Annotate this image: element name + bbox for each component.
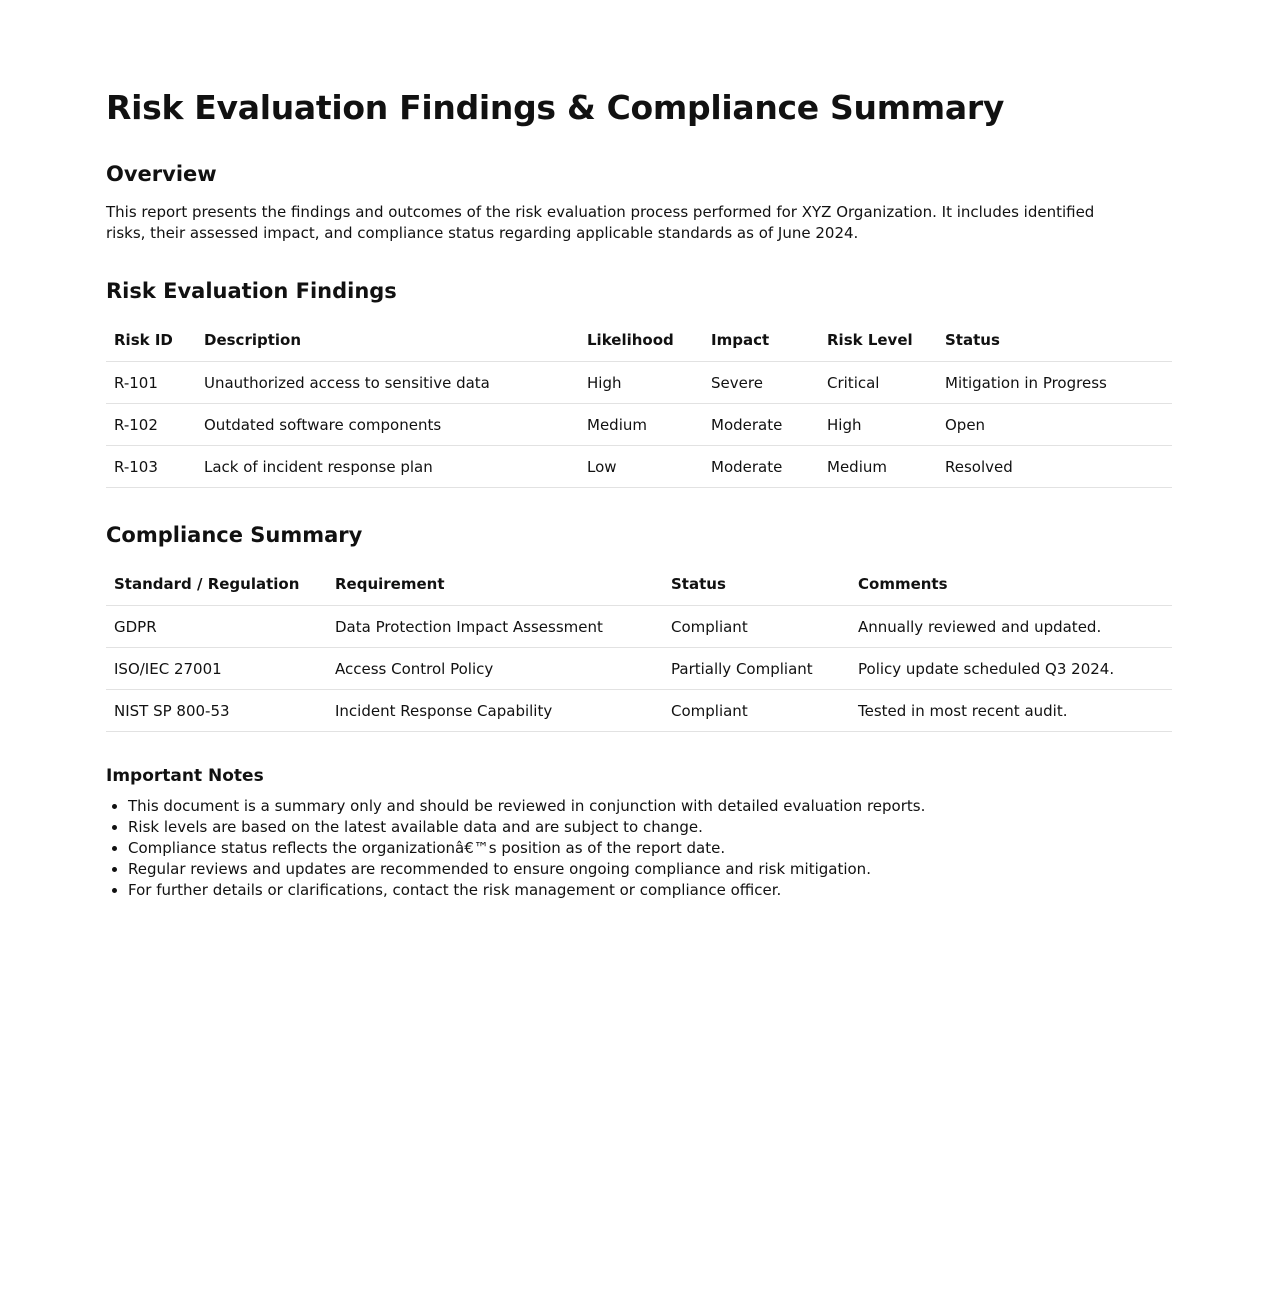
description-cell: Lack of incident response plan bbox=[196, 446, 579, 488]
list-item: • Compliance status reflects the organizationâ€™s position as of the report date. bbox=[128, 838, 1172, 859]
risk-level-cell: Medium bbox=[819, 446, 937, 488]
standard-cell: ISO/IEC 27001 bbox=[106, 648, 327, 690]
likelihood-cell: Low bbox=[579, 446, 703, 488]
compliance-header-cell: Comments bbox=[850, 563, 1172, 606]
comments-cell: Annually reviewed and updated. bbox=[850, 606, 1172, 648]
table-row bbox=[106, 404, 1172, 446]
table-row bbox=[106, 606, 1172, 648]
comments-cell: Tested in most recent audit. bbox=[850, 690, 1172, 732]
description-cell: Unauthorized access to sensitive data bbox=[196, 362, 579, 404]
compliance-header-row bbox=[106, 563, 1172, 606]
table-row bbox=[106, 648, 1172, 690]
overview-text: This report presents the findings and outcomes of the risk evaluation process performed for XYZ Organization. It includes identified risks, their assessed impact, and compliance status regarding applicable standards as of June 2024. bbox=[106, 203, 1095, 242]
risk-id-cell: R-102 bbox=[106, 404, 196, 446]
status-cell: Compliant bbox=[663, 606, 850, 648]
compliance-table bbox=[106, 563, 1172, 732]
compliance-header-cell: Status bbox=[663, 563, 850, 606]
requirement-cell: Access Control Policy bbox=[327, 648, 663, 690]
findings-header-cell: Likelihood bbox=[579, 319, 703, 362]
status-cell: Partially Compliant bbox=[663, 648, 850, 690]
list-item: • This document is a summary only and should be reviewed in conjunction with detailed evaluation reports. bbox=[128, 796, 1172, 817]
findings-header-cell: Status bbox=[937, 319, 1172, 362]
notes-list bbox=[106, 796, 1172, 901]
compliance-header-cell: Requirement bbox=[327, 563, 663, 606]
findings-heading: Risk Evaluation Findings bbox=[106, 279, 397, 303]
page-title: Risk Evaluation Findings & Compliance Summary bbox=[106, 88, 1005, 127]
comments-cell: Policy update scheduled Q3 2024. bbox=[850, 648, 1172, 690]
findings-header-cell: Risk Level bbox=[819, 319, 937, 362]
risk-level-cell: Critical bbox=[819, 362, 937, 404]
standard-cell: NIST SP 800-53 bbox=[106, 690, 327, 732]
table-row bbox=[106, 362, 1172, 404]
requirement-cell: Data Protection Impact Assessment bbox=[327, 606, 663, 648]
table-row bbox=[106, 446, 1172, 488]
overview-heading: Overview bbox=[106, 162, 217, 186]
compliance-heading: Compliance Summary bbox=[106, 523, 363, 547]
list-item: • Risk levels are based on the latest available data and are subject to change. bbox=[128, 817, 1172, 838]
description-cell: Outdated software components bbox=[196, 404, 579, 446]
standard-cell: GDPR bbox=[106, 606, 327, 648]
findings-header-cell: Description bbox=[196, 319, 579, 362]
status-cell: Open bbox=[937, 404, 1172, 446]
table-row bbox=[106, 690, 1172, 732]
list-item: • Regular reviews and updates are recommended to ensure ongoing compliance and risk mitigation. bbox=[128, 859, 1172, 880]
findings-header-cell: Risk ID bbox=[106, 319, 196, 362]
impact-cell: Moderate bbox=[703, 446, 819, 488]
risk-level-cell: High bbox=[819, 404, 937, 446]
requirement-cell: Incident Response Capability bbox=[327, 690, 663, 732]
impact-cell: Severe bbox=[703, 362, 819, 404]
likelihood-cell: Medium bbox=[579, 404, 703, 446]
compliance-header-cell: Standard / Regulation bbox=[106, 563, 327, 606]
risk-id-cell: R-101 bbox=[106, 362, 196, 404]
findings-header-cell: Impact bbox=[703, 319, 819, 362]
impact-cell: Moderate bbox=[703, 404, 819, 446]
list-item: • For further details or clarifications, contact the risk management or compliance officer. bbox=[128, 880, 1172, 901]
status-cell: Compliant bbox=[663, 690, 850, 732]
likelihood-cell: High bbox=[579, 362, 703, 404]
status-cell: Resolved bbox=[937, 446, 1172, 488]
notes-heading: Important Notes bbox=[106, 766, 264, 786]
status-cell: Mitigation in Progress bbox=[937, 362, 1172, 404]
risk-id-cell: R-103 bbox=[106, 446, 196, 488]
findings-header-row bbox=[106, 319, 1172, 362]
findings-table bbox=[106, 319, 1172, 488]
